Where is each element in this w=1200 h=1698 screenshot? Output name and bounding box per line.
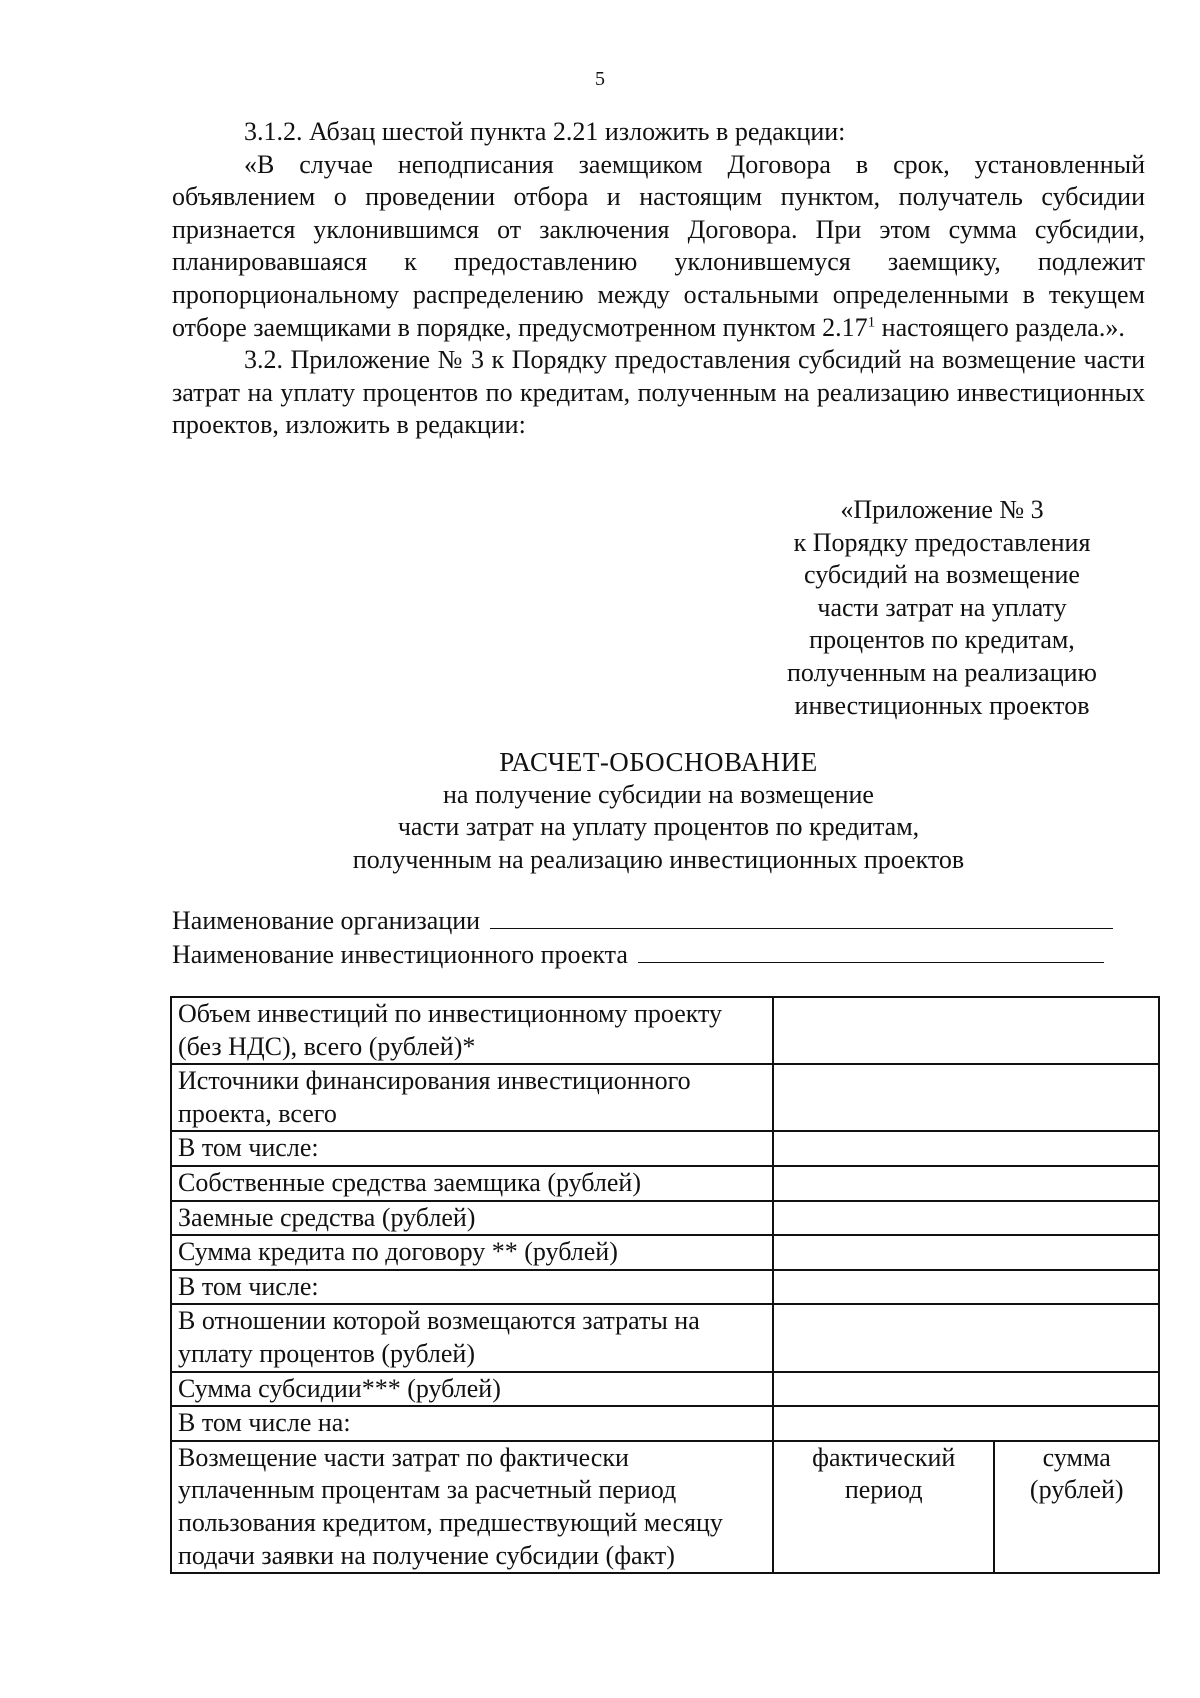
amount-header: сумма (рублей) xyxy=(994,1441,1159,1573)
row-label: Собственные средства заемщика (рублей) xyxy=(171,1166,773,1201)
value-cell[interactable] xyxy=(773,1372,1159,1407)
value-cell[interactable] xyxy=(773,1131,1159,1166)
table-row xyxy=(171,1131,1159,1166)
table-row xyxy=(171,1372,1159,1407)
row-label: Сумма субсидии*** (рублей) xyxy=(171,1372,773,1407)
row-label: Источники финансирования инвестиционного проекта, всего xyxy=(171,1064,773,1131)
appendix-line: части затрат на уплату xyxy=(817,592,1067,622)
document-subtitle: части затрат на уплату процентов по кредитам, xyxy=(397,812,920,842)
table-row xyxy=(171,1441,1159,1573)
row-label: В отношении которой возмещаются затраты на уплату процентов (рублей) xyxy=(171,1304,773,1371)
appendix-line: к Порядку предоставления xyxy=(793,527,1091,557)
value-cell[interactable] xyxy=(773,1235,1159,1270)
value-cell[interactable] xyxy=(773,1166,1159,1201)
document-subtitle: полученным на реализацию инвестиционных проектов xyxy=(352,844,965,874)
row-label: Заемные средства (рублей) xyxy=(171,1201,773,1236)
table-row xyxy=(171,1201,1159,1236)
appendix-line: инвестиционных проектов xyxy=(794,690,1090,720)
row-label: Возмещение части затрат по фактически уплаченным процентам за расчетный период пользования кредитом, предшествующий месяцу подачи заявки на получение субсидии (факт) xyxy=(171,1441,773,1573)
row-label: Сумма кредита по договору ** (рублей) xyxy=(171,1235,773,1270)
appendix-line: субсидий на возмещение xyxy=(804,560,1080,590)
organization-blank-line[interactable] xyxy=(490,904,1113,929)
table-row xyxy=(171,1406,1159,1441)
table-row xyxy=(171,1235,1159,1270)
value-cell[interactable] xyxy=(773,1304,1159,1371)
table-row xyxy=(171,1064,1159,1131)
value-cell[interactable] xyxy=(773,1406,1159,1441)
amendment-text xyxy=(172,116,1145,442)
value-cell[interactable] xyxy=(773,1201,1159,1236)
paragraph-quote-end: настоящего раздела.». xyxy=(875,312,1125,342)
superscript: 1 xyxy=(867,313,876,330)
organization-field xyxy=(172,904,1152,938)
organization-label: Наименование организации xyxy=(172,906,481,935)
page-number: 5 xyxy=(595,68,605,90)
project-blank-line[interactable] xyxy=(638,938,1104,963)
table-row xyxy=(171,1166,1159,1201)
calculation-table xyxy=(170,996,1160,1574)
appendix-line: полученным на реализацию xyxy=(787,657,1097,687)
row-label: В том числе на: xyxy=(171,1406,773,1441)
value-cell[interactable] xyxy=(773,997,1159,1064)
table-row xyxy=(171,1304,1159,1371)
document-subtitle: на получение субсидии на возмещение xyxy=(443,779,874,809)
project-label: Наименование инвестиционного проекта xyxy=(172,939,628,969)
form-fields xyxy=(172,904,1152,971)
table-row xyxy=(171,997,1159,1064)
project-field xyxy=(172,938,1152,972)
row-label: Объем инвестиций по инвестиционному проекту (без НДС), всего (рублей)* xyxy=(171,997,773,1064)
paragraph-3-1-2: 3.1.2. Абзац шестой пункта 2.21 изложить в редакции: xyxy=(244,117,846,146)
table-row xyxy=(171,1270,1159,1305)
paragraph-quote xyxy=(172,149,1145,345)
row-label: В том числе: xyxy=(171,1131,773,1166)
paragraph-3-2: 3.2. Приложение № 3 к Порядку предоставления субсидий на возмещение части затрат на уплату процентов по кредитам, полученным на реализацию инвестиционных проектов, изложить в редакции: xyxy=(172,345,1145,440)
appendix-header xyxy=(742,494,1142,722)
paragraph-quote-main: «В случае неподписания заемщиком Договора в срок, установленный объявлением о проведении отбора и настоящим пунктом, получатель субсидии признается уклонившимся от заключения Договора. При этом сумма субсидии, планировавшаяся к предоставлению уклонившемуся заемщику, подлежит пропорциональному распределению между остальными определенными в текущем отборе заемщиками в порядке, предусмотренном пунктом 2.17 xyxy=(172,149,1145,342)
document-title: РАСЧЕТ-ОБОСНОВАНИЕ xyxy=(499,747,818,777)
appendix-line: «Приложение № 3 xyxy=(840,495,1044,524)
value-cell[interactable] xyxy=(773,1064,1159,1131)
appendix-line: процентов по кредитам, xyxy=(809,625,1075,655)
actual-period-header: фактический период xyxy=(773,1441,994,1573)
value-cell[interactable] xyxy=(773,1270,1159,1305)
row-label: В том числе: xyxy=(171,1270,773,1305)
document-heading xyxy=(172,746,1145,876)
